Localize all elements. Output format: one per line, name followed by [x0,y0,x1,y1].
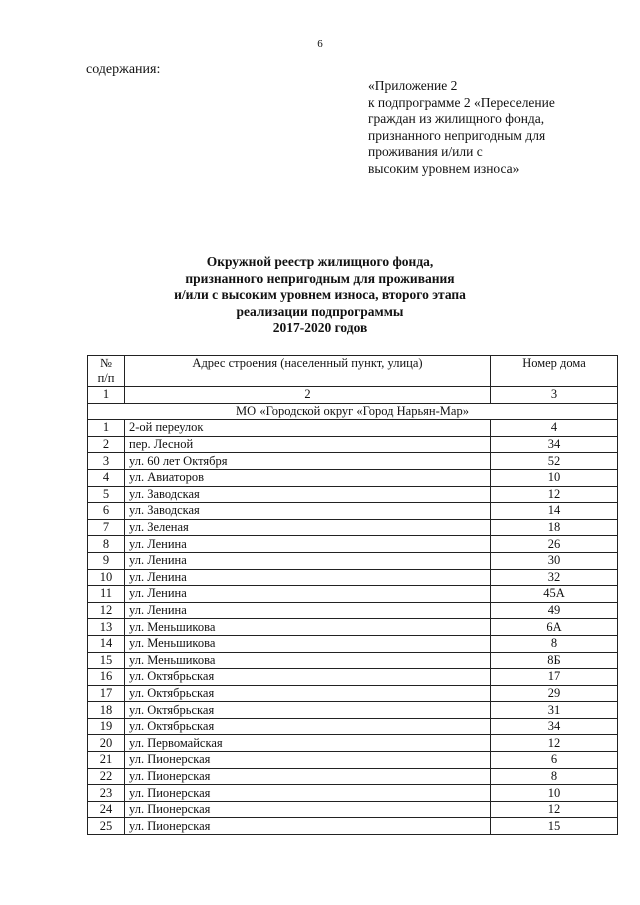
row-number-cell: 2 [88,436,125,453]
row-address-cell: ул. Октябрьская [125,685,491,702]
title-line: Окружной реестр жилищного фонда, [206,254,434,269]
appendix-line: признанного непригодным для [368,127,546,143]
row-address-cell: ул. Заводская [125,503,491,520]
table-header-row [88,356,618,387]
row-house-cell: 26 [491,536,618,553]
table-row [88,486,618,503]
row-house-cell: 15 [491,818,618,835]
row-number-cell: 9 [88,552,125,569]
row-address-cell: ул. Меньшикова [125,619,491,636]
row-number-cell: 10 [88,569,125,586]
row-house-cell: 32 [491,569,618,586]
row-number-cell: 23 [88,785,125,802]
row-house-cell: 12 [491,735,618,752]
table-row [88,785,618,802]
section-row [88,403,618,420]
title-line: и/или с высоким уровнем износа, второго этапа [174,287,466,302]
row-number-cell: 7 [88,519,125,536]
row-address-cell: 2-ой переулок [125,420,491,437]
row-number-cell: 1 [88,420,125,437]
table-row [88,469,618,486]
row-address-cell: ул. Пионерская [125,785,491,802]
row-house-cell: 8 [491,768,618,785]
header-house-number: Номер дома [491,356,618,387]
row-house-cell: 31 [491,702,618,719]
row-number-cell: 6 [88,503,125,520]
row-house-cell: 34 [491,436,618,453]
title-line: признанного непригодным для проживания [185,270,455,286]
row-number-cell: 11 [88,586,125,603]
row-number-cell: 25 [88,818,125,835]
row-house-cell: 45А [491,586,618,603]
row-house-cell: 6 [491,752,618,769]
row-number-cell: 3 [88,453,125,470]
row-house-cell: 8Б [491,652,618,669]
row-house-cell: 49 [491,602,618,619]
row-house-cell: 6А [491,619,618,636]
row-address-cell: ул. Заводская [125,486,491,503]
table-row [88,801,618,818]
row-number-cell: 18 [88,702,125,719]
row-number-cell: 13 [88,619,125,636]
table-row [88,619,618,636]
row-number-cell: 12 [88,602,125,619]
title-line: 2017-2020 годов [272,320,368,335]
table-row [88,436,618,453]
row-house-cell: 29 [491,685,618,702]
row-address-cell: ул. Меньшикова [125,652,491,669]
row-address-cell: ул. Ленина [125,569,491,586]
table-row [88,586,618,603]
header-number-line1: № [100,356,112,370]
row-address-cell: ул. Ленина [125,602,491,619]
table-row [88,718,618,735]
title-line: реализации подпрограммы [236,303,404,319]
row-number-cell: 20 [88,735,125,752]
table-row [88,652,618,669]
row-address-cell: ул. Первомайская [125,735,491,752]
row-address-cell: ул. Пионерская [125,752,491,769]
column-index-cell: 3 [491,387,618,404]
page-number: 6 [317,38,323,50]
row-house-cell: 17 [491,669,618,686]
row-number-cell: 14 [88,635,125,652]
table-row [88,420,618,437]
row-number-cell: 15 [88,652,125,669]
header-number-line2: п/п [97,371,115,385]
row-address-cell: ул. Пионерская [125,768,491,785]
row-house-cell: 10 [491,469,618,486]
row-house-cell: 18 [491,519,618,536]
row-address-cell: ул. Октябрьская [125,702,491,719]
row-house-cell: 10 [491,785,618,802]
row-address-cell: ул. Октябрьская [125,669,491,686]
column-index-row [88,387,618,404]
table-row [88,453,618,470]
row-address-cell: ул. Ленина [125,586,491,603]
appendix-line: к подпрограмме 2 «Переселение [368,94,555,110]
row-address-cell: ул. Ленина [125,536,491,553]
table-row [88,685,618,702]
document-title [0,254,640,337]
header-address: Адрес строения (населенный пункт, улица) [125,356,491,387]
column-index-cell: 1 [88,387,125,404]
row-address-cell: ул. 60 лет Октября [125,453,491,470]
appendix-heading [368,78,555,177]
table-row [88,519,618,536]
table-row [88,702,618,719]
table-row [88,818,618,835]
row-number-cell: 22 [88,768,125,785]
appendix-line: высоким уровнем износа» [368,160,520,176]
row-number-cell: 21 [88,752,125,769]
row-number-cell: 24 [88,801,125,818]
row-address-cell: ул. Авиаторов [125,469,491,486]
row-house-cell: 4 [491,420,618,437]
table-row [88,503,618,520]
table-row [88,552,618,569]
table-row [88,602,618,619]
row-house-cell: 14 [491,503,618,520]
row-address-cell: пер. Лесной [125,436,491,453]
row-address-cell: ул. Ленина [125,552,491,569]
table-row [88,536,618,553]
row-address-cell: ул. Зеленая [125,519,491,536]
row-house-cell: 34 [491,718,618,735]
row-number-cell: 5 [88,486,125,503]
row-house-cell: 12 [491,486,618,503]
table-row [88,669,618,686]
row-house-cell: 52 [491,453,618,470]
row-house-cell: 12 [491,801,618,818]
row-address-cell: ул. Меньшикова [125,635,491,652]
appendix-line: проживания и/или с [368,144,483,159]
appendix-line: «Приложение 2 [368,78,458,93]
appendix-line: граждан из жилищного фонда, [368,111,545,126]
row-address-cell: ул. Октябрьская [125,718,491,735]
lead-text: содержания: [86,62,161,77]
registry-table [87,355,618,835]
table-row [88,569,618,586]
row-number-cell: 16 [88,669,125,686]
section-title: МО «Городской округ «Город Нарьян-Мар» [88,403,618,420]
row-number-cell: 8 [88,536,125,553]
row-house-cell: 8 [491,635,618,652]
row-number-cell: 19 [88,718,125,735]
column-index-cell: 2 [125,387,491,404]
row-number-cell: 17 [88,685,125,702]
table-row [88,735,618,752]
table-row [88,752,618,769]
table-row [88,768,618,785]
header-number [88,356,125,387]
table-row [88,635,618,652]
row-house-cell: 30 [491,552,618,569]
row-address-cell: ул. Пионерская [125,801,491,818]
row-number-cell: 4 [88,469,125,486]
row-address-cell: ул. Пионерская [125,818,491,835]
